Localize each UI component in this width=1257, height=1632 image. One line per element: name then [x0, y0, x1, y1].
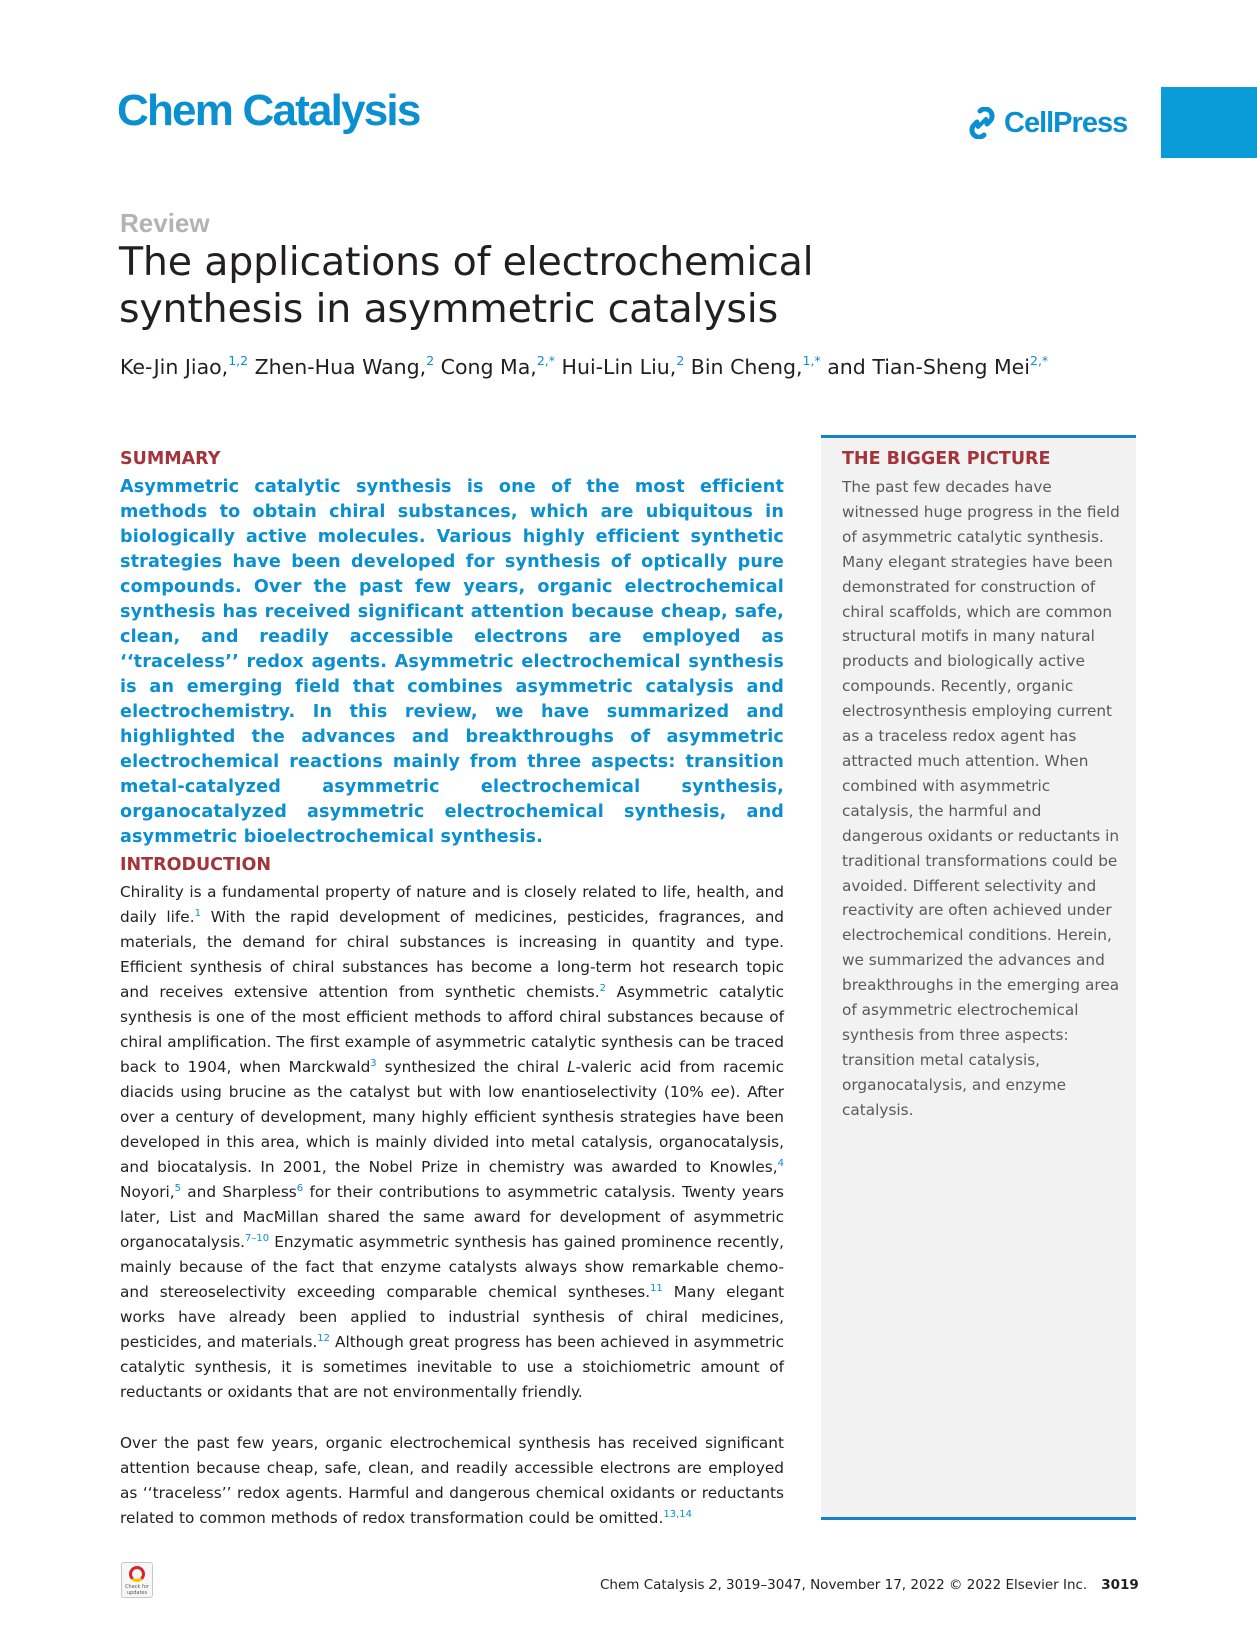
- article-title: [119, 239, 939, 333]
- article-title-line: The applications of electrochemical: [119, 239, 814, 285]
- paragraph-text: ). After over a century of development, many highly efficient synthesis strategies have been developed in this area, which is mainly divided into metal catalysis, organocatalysis, and biocatalysis. In 2001, the Nobel Prize in chemistry was awarded to Knowles,: [120, 1083, 785, 1176]
- reference-link[interactable]: 12: [317, 1333, 331, 1344]
- footer-pages-date: , 3019–3047, November 17, 2022: [717, 1577, 945, 1593]
- paragraph-text: With the rapid development of medicines, pesticides, fragrances, and materials, the demand for chiral substances is increasing in quantity and type. Efficient synthesis of chiral substances has become a long-term hot research topic and receives extensive attention from synthetic chemists.: [120, 908, 784, 1001]
- introduction-paragraph: [120, 880, 784, 1405]
- cellpress-logo-icon: [966, 107, 998, 139]
- author-affiliation[interactable]: 2,*: [1030, 353, 1049, 368]
- author-name[interactable]: Ke-Jin Jiao,: [120, 355, 229, 379]
- author-affiliation[interactable]: 2,*: [536, 353, 556, 368]
- author-affiliation[interactable]: 2: [426, 353, 435, 368]
- reference-link[interactable]: 5: [174, 1183, 181, 1194]
- introduction-paragraph: [120, 1431, 784, 1531]
- reference-link[interactable]: 11: [650, 1283, 663, 1294]
- author-name[interactable]: Cong Ma,: [440, 355, 537, 379]
- italic-text: ee: [710, 1083, 730, 1101]
- paragraph-text: Asymmetric catalytic synthesis is one of the most efficient methods to afford chiral substances because of chiral amplification. The first example of asymmetric catalytic synthesis can be traced back to 1904, when Marckwald: [120, 983, 784, 1076]
- paragraph-text: for their contributions to asymmetric catalysis. Twenty years later, List and MacMillan shared the same award for development of asymmetric organocatalysis.: [120, 1183, 784, 1251]
- paragraph-text: Noyori,: [120, 1183, 175, 1201]
- footer-journal: Chem Catalysis: [600, 1577, 705, 1593]
- page-footer: [600, 1577, 1139, 1593]
- paragraph-text: Although great progress has been achieved in asymmetric catalytic synthesis, it is sometimes inevitable to use a stoichiometric amount of reductants or oxidants that are not environmentally friendly.: [120, 1333, 784, 1401]
- author-name[interactable]: and Tian-Sheng Mei: [827, 355, 1030, 379]
- bigger-picture-text: The past few decades have witnessed huge progress in the field of asymmetric catalytic synthesis. Many elegant strategies have been demonstrated for construction of chiral scaffolds, which are common structural motifs in many natural products and biologically active compounds. Recently, organic electrosynthesis employing current as a traceless redox agent has attracted much attention. When combined with asymmetric catalysis, the harmful and dangerous oxidants or reductants in traditional transformations could be avoided. Different selectivity and reactivity are often achieved under electrochemical conditions. Herein, we summarized the advances and breakthroughs in the emerging area of asymmetric electrochemical synthesis from three aspects: transition metal catalysis, organocatalysis, and enzyme catalysis.: [842, 478, 1120, 1119]
- author-list: [120, 355, 1048, 379]
- summary-text: Asymmetric catalytic synthesis is one of the most efficient methods to obtain chiral substances, which are ubiquitous in biologically active molecules. Various highly efficient synthetic strategies have been developed for synthesis of optically pure compounds. Over the past few years, organic electrochemical synthesis has received significant attention because cheap, safe, clean, and readily accessible electrons are employed as ‘‘traceless’’ redox agents. Asymmetric electrochemical synthesis is an emerging field that combines asymmetric catalysis and electrochemistry. In this review, we have summarized and highlighted the advances and breakthroughs of asymmetric electrochemical reactions mainly from three aspects: transition metal-catalyzed asymmetric electrochemical synthesis, organocatalyzed asymmetric electrochemical synthesis, and asymmetric bioelectrochemical synthesis.: [120, 477, 784, 847]
- page-number: 3019: [1101, 1577, 1139, 1593]
- paragraph-text: Enzymatic asymmetric synthesis has gained prominence recently, mainly because of the fact that enzyme catalysts always show remarkable chemo- and stereoselectivity exceeding comparable chemical syntheses.: [120, 1233, 784, 1301]
- publisher-logo: [966, 104, 1127, 142]
- crossmark-label: Check for updates: [125, 1584, 149, 1596]
- paragraph-text: and Sharpless: [181, 1183, 297, 1201]
- introduction-heading: INTRODUCTION: [120, 855, 271, 875]
- author-name[interactable]: Zhen-Hua Wang,: [254, 355, 427, 379]
- check-for-updates-badge[interactable]: [121, 1562, 153, 1598]
- footer-copyright: © 2022 Elsevier Inc.: [949, 1577, 1088, 1593]
- author-affiliation[interactable]: 2: [676, 353, 685, 368]
- bigger-picture-heading: THE BIGGER PICTURE: [842, 449, 1051, 469]
- journal-title: Chem Catalysis: [117, 86, 420, 135]
- author-name[interactable]: Bin Cheng,: [690, 355, 803, 379]
- reference-link[interactable]: 6: [296, 1183, 304, 1194]
- reference-link[interactable]: 13,14: [663, 1509, 692, 1520]
- crossmark-icon: [129, 1566, 145, 1582]
- publisher-name: CellPress: [1004, 106, 1128, 139]
- author-affiliation[interactable]: 1,*: [802, 353, 821, 368]
- article-type: Review: [120, 208, 210, 238]
- author-affiliation[interactable]: 1,2: [228, 353, 249, 368]
- paragraph-text: Over the past few years, organic electrochemical synthesis has received significant attention because cheap, safe, clean, and readily accessible electrons are employed as ‘‘traceless’’ redox agents. Harmful and dangerous chemical oxidants or reductants related to common methods of redox transformation could be omitted.: [120, 1434, 784, 1527]
- summary-heading: SUMMARY: [120, 449, 221, 469]
- section-color-tab: [1161, 87, 1257, 158]
- author-name[interactable]: Hui-Lin Liu,: [561, 355, 677, 379]
- italic-text: L: [567, 1058, 576, 1076]
- reference-link[interactable]: 3: [370, 1058, 377, 1069]
- reference-link[interactable]: 2: [599, 983, 606, 994]
- paragraph-text: -valeric acid from racemic diacids using brucine as the catalyst but with low enantioselectivity (10%: [120, 1058, 785, 1101]
- paragraph-text: synthesized the chiral: [376, 1058, 568, 1076]
- reference-link[interactable]: 4: [777, 1158, 784, 1169]
- footer-volume: 2: [708, 1577, 718, 1593]
- paragraph-text: Many elegant works have already been applied to industrial synthesis of chiral medicines, pesticides, and materials.: [120, 1283, 784, 1351]
- paragraph-text: Chirality is a fundamental property of nature and is closely related to life, health, and daily life.: [120, 883, 784, 926]
- reference-link[interactable]: 7–10: [245, 1233, 270, 1244]
- reference-link[interactable]: 1: [194, 908, 201, 919]
- article-title-line: synthesis in asymmetric catalysis: [119, 286, 778, 332]
